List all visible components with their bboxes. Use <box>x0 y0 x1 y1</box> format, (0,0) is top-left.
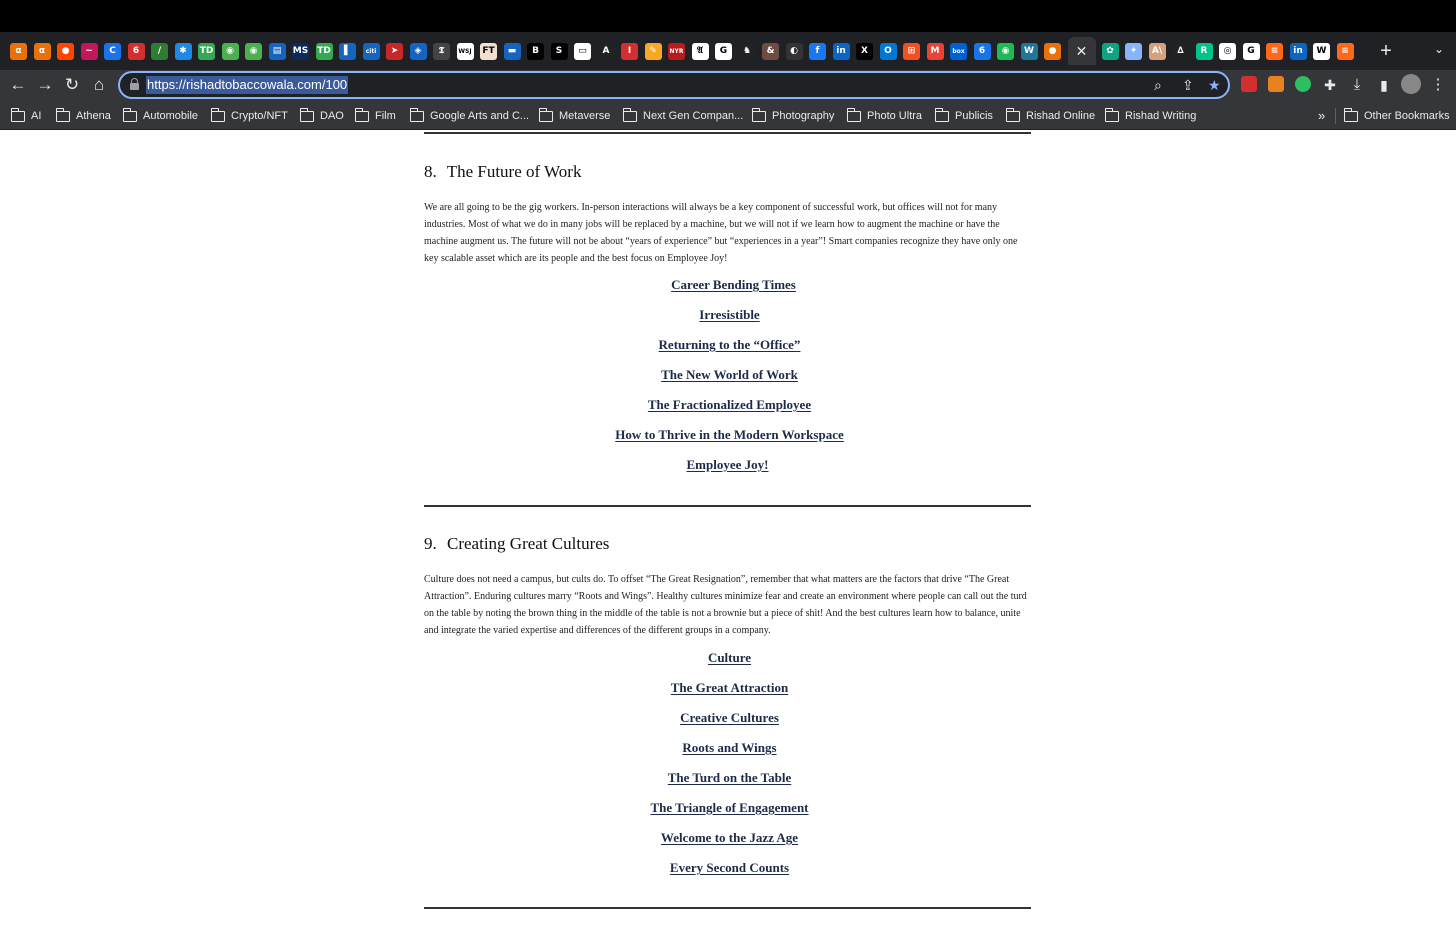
bookmark-star-icon[interactable]: ★ <box>1208 77 1221 93</box>
side-panel-icon[interactable]: ▮ <box>1380 77 1388 93</box>
article-link[interactable]: Roots and Wings <box>682 740 777 755</box>
article-link[interactable]: The Fractionalized Employee <box>647 397 812 412</box>
folder-icon <box>211 111 225 122</box>
tab-strip <box>0 32 1456 70</box>
box-icon[interactable]: box <box>950 43 967 60</box>
windows-icon[interactable]: ⊞ <box>903 43 920 60</box>
bookmark-folder-9[interactable] <box>752 108 834 124</box>
substack-icon[interactable]: ≡ <box>1337 43 1354 60</box>
folder-icon <box>1344 111 1358 122</box>
article-link[interactable]: The Turd on the Table <box>667 770 792 785</box>
metamask-extension-icon[interactable] <box>1268 76 1284 92</box>
wikipedia-icon[interactable]: W <box>1313 43 1330 60</box>
home-icon[interactable]: ⌂ <box>93 75 105 94</box>
section-divider <box>424 907 1031 909</box>
bookmark-label: Photo Ultra <box>867 110 923 122</box>
openai-icon[interactable]: ✿ <box>1102 43 1119 60</box>
tree-icon[interactable]: ◉ <box>245 43 262 60</box>
wordpress-icon[interactable]: W <box>1021 43 1038 60</box>
section-number: 8. <box>424 162 437 181</box>
lock-icon[interactable] <box>130 78 139 90</box>
bookmark-label: Publicis <box>955 110 993 122</box>
b-icon[interactable]: B <box>527 43 544 60</box>
article-link[interactable]: How to Thrive in the Modern Workspace <box>615 427 844 442</box>
bookmark-folder-8[interactable] <box>623 108 743 124</box>
bookmarks-separator <box>1335 108 1336 124</box>
share-icon[interactable]: ⇪ <box>1182 77 1194 93</box>
os-menu-strip <box>0 0 1456 32</box>
profile-avatar[interactable] <box>1401 74 1421 94</box>
doc-icon[interactable]: ▭ <box>574 43 591 60</box>
section-title: The Future of Work <box>446 162 582 181</box>
anthropic-icon[interactable]: A\ <box>1149 43 1166 60</box>
chase-icon[interactable]: ◈ <box>410 43 427 60</box>
folder-icon <box>623 111 637 122</box>
linkedin-icon[interactable]: in <box>1290 43 1307 60</box>
section-title: Creating Great Cultures <box>447 534 610 553</box>
section-number: 9. <box>424 534 437 553</box>
gmail-icon[interactable]: M <box>927 43 944 60</box>
spotify-icon[interactable]: ◉ <box>997 43 1014 60</box>
bookmark-folder-13[interactable] <box>1105 108 1196 124</box>
bookmark-label: Google Arts and C... <box>430 110 530 122</box>
bookmark-label: Other Bookmarks <box>1364 110 1450 122</box>
download-icon[interactable]: ⤓ <box>1353 76 1361 93</box>
folder-icon <box>935 111 949 122</box>
google-icon[interactable]: G <box>1243 43 1260 60</box>
nyt-icon[interactable]: 𝕿 <box>433 43 450 60</box>
section-paragraph: We are all going to be the gig workers. In-person interactions will always be a key component of successful work, but offices will not for many industries. Most of what we do in many jobs will be replaced by a machine, but we will not if we learn how to augment the machine or have the machine augment us. The future will not be about “years of experience” but “experiences in a year”! Smart companies recognize they have only one key scalable asset which are its people and the best focus on Employee Joy! <box>424 202 1018 264</box>
facebook-icon[interactable]: f <box>809 43 826 60</box>
bookmark-label: Next Gen Compan... <box>643 110 744 122</box>
folder-icon <box>123 111 137 122</box>
folder-icon <box>1006 111 1020 122</box>
section-divider <box>424 505 1031 507</box>
substack-icon[interactable]: ≡ <box>1266 43 1283 60</box>
bookmark-label: Athena <box>76 110 111 122</box>
bookmark-folder-11[interactable] <box>935 108 993 124</box>
atlantic-icon[interactable]: 𝔄 <box>692 43 709 60</box>
sparkle-icon[interactable]: ✦ <box>1125 43 1142 60</box>
article-link[interactable]: Creative Cultures <box>680 710 779 725</box>
wave-icon[interactable]: ~ <box>81 43 98 60</box>
extensions-puzzle-icon[interactable]: ✚ <box>1324 77 1336 93</box>
back-icon[interactable]: ← <box>9 75 27 94</box>
calendar-icon[interactable]: 6 <box>974 43 991 60</box>
bookmark-folder-3[interactable] <box>211 108 288 124</box>
wsj-icon[interactable]: WSJ <box>457 43 474 60</box>
alpha-icon[interactable]: α <box>34 43 51 60</box>
evernote-extension-icon[interactable] <box>1295 76 1311 92</box>
outlook-icon[interactable]: O <box>880 43 897 60</box>
box-icon[interactable]: ▬ <box>504 43 521 60</box>
bookmark-label: Photography <box>772 110 835 122</box>
ring-icon[interactable]: ◐ <box>786 43 803 60</box>
article-link[interactable]: Returning to the “Office” <box>658 337 801 352</box>
feather-icon[interactable]: / <box>151 43 168 60</box>
bookmark-label: Metaverse <box>559 110 611 122</box>
section-divider <box>424 132 1031 134</box>
article-link[interactable]: Employee Joy! <box>686 457 769 472</box>
r-icon[interactable]: R <box>1196 43 1213 60</box>
article-link[interactable]: The New World of Work <box>661 367 798 382</box>
delta-icon[interactable]: ∆ <box>1172 43 1189 60</box>
folder-icon <box>56 111 70 122</box>
bookmark-label: Automobile <box>143 110 199 122</box>
folder-icon <box>300 111 314 122</box>
bookmark-label: Rishad Writing <box>1125 110 1197 122</box>
chrome-c-icon[interactable]: C <box>104 43 121 60</box>
section-heading-creating-great-cultures <box>424 534 609 554</box>
linkedin-icon[interactable]: in <box>833 43 850 60</box>
article-link[interactable]: Every Second Counts <box>669 860 790 875</box>
article-link[interactable]: Career Bending Times <box>671 277 796 292</box>
bookmark-folder-6[interactable] <box>410 108 529 124</box>
s-icon[interactable]: S <box>551 43 568 60</box>
article-link[interactable]: Welcome to the Jazz Age <box>660 830 799 845</box>
bird-icon[interactable]: ♞ <box>739 43 756 60</box>
folder-icon <box>1105 111 1119 122</box>
chrome-icon[interactable]: ◎ <box>1219 43 1236 60</box>
menu-kebab-icon[interactable]: ⋮ <box>1430 76 1446 93</box>
arrow-icon[interactable]: ➤ <box>386 43 403 60</box>
bookmark-label: DAO <box>320 110 344 122</box>
section-paragraph: Culture does not need a campus, but cults do. To offset “The Great Resignation”, remember that what matters are the factors that drive “The Great Attraction”. Enduring cultures marry “Roots and Wings”. Healthy cultures minimize fear and create an environment where people can call out the turd on the table by noting the brown thing in the middle of the table is not a brownie but a piece of shit! And the best cultures learn how to balance, unite and integrate the varied expertise and differences of the different groups in a company. <box>424 574 1027 636</box>
new-tab-button[interactable]: + <box>1380 39 1392 62</box>
bookmarks-overflow-icon[interactable]: » <box>1318 108 1326 123</box>
active-tab[interactable] <box>1068 37 1096 65</box>
bookmark-folder-10[interactable] <box>847 108 922 124</box>
bookmark-label: Film <box>375 110 396 122</box>
a-icon[interactable]: A <box>598 43 615 60</box>
tab-search-icon[interactable]: ⌄ <box>1433 42 1444 56</box>
tree-icon[interactable]: ◉ <box>222 43 239 60</box>
article-link[interactable]: The Triangle of Engagement <box>650 800 809 815</box>
address-bar[interactable] <box>118 71 1230 99</box>
bookmark-folder-5[interactable] <box>355 108 396 124</box>
bookmark-folder-other[interactable] <box>1344 108 1450 124</box>
i-icon[interactable]: I <box>621 43 638 60</box>
td-icon[interactable]: TD <box>316 43 333 60</box>
bookmark-label: Rishad Online <box>1026 110 1096 122</box>
reload-icon[interactable]: ↻ <box>64 75 80 94</box>
folder-icon <box>355 111 369 122</box>
orange-dot-icon[interactable]: ● <box>1044 43 1061 60</box>
folder-icon <box>539 111 553 122</box>
acrobat-extension-icon[interactable] <box>1241 76 1257 92</box>
article-link[interactable]: Culture <box>707 650 752 665</box>
bookmark-folder-4[interactable] <box>300 108 344 124</box>
bookmark-label: AI <box>31 110 42 122</box>
article-link[interactable]: Irresistible <box>699 307 760 322</box>
reddit-icon[interactable]: ● <box>57 43 74 60</box>
citi-icon[interactable]: citi <box>363 43 380 60</box>
bookmark-folder-2[interactable] <box>123 108 198 124</box>
g-icon[interactable]: G <box>715 43 732 60</box>
browser-toolbar <box>0 70 1456 100</box>
bookmark-folder-12[interactable] <box>1006 108 1095 124</box>
pen-icon[interactable]: ✎ <box>645 43 662 60</box>
url-text[interactable]: https://rishadtobaccowala.com/100 <box>147 77 348 92</box>
bookmarks-bar <box>0 100 1456 130</box>
ampersand-icon[interactable]: & <box>762 43 779 60</box>
forward-icon[interactable]: → <box>36 75 54 94</box>
article-link[interactable]: The Great Attraction <box>670 680 789 695</box>
section-heading-future-of-work <box>424 162 581 182</box>
nyt-mag-icon[interactable]: NYR <box>668 43 685 60</box>
x-icon[interactable]: X <box>856 43 873 60</box>
bookmark-folder-1[interactable] <box>56 108 111 124</box>
bookmark-folder-7[interactable] <box>539 108 610 124</box>
zoom-icon[interactable]: ⌕ <box>1154 77 1162 93</box>
bookmark-label: Crypto/NFT <box>231 110 288 122</box>
folder-icon <box>410 111 424 122</box>
td-icon[interactable]: TD <box>198 43 215 60</box>
close-tab-icon[interactable]: ✕ <box>1075 42 1088 59</box>
bank-icon[interactable]: ▤ <box>269 43 286 60</box>
alpha-icon[interactable]: α <box>10 43 27 60</box>
ms-icon[interactable]: MS <box>292 43 309 60</box>
bookmark-folder-0[interactable] <box>11 108 41 124</box>
folder-icon <box>847 111 861 122</box>
folder-icon <box>11 111 25 122</box>
folder-icon <box>752 111 766 122</box>
chart-icon[interactable]: ▌ <box>339 43 356 60</box>
six-icon[interactable]: 6 <box>128 43 145 60</box>
ft-icon[interactable]: FT <box>480 43 497 60</box>
asterisk-icon[interactable]: ✱ <box>175 43 192 60</box>
